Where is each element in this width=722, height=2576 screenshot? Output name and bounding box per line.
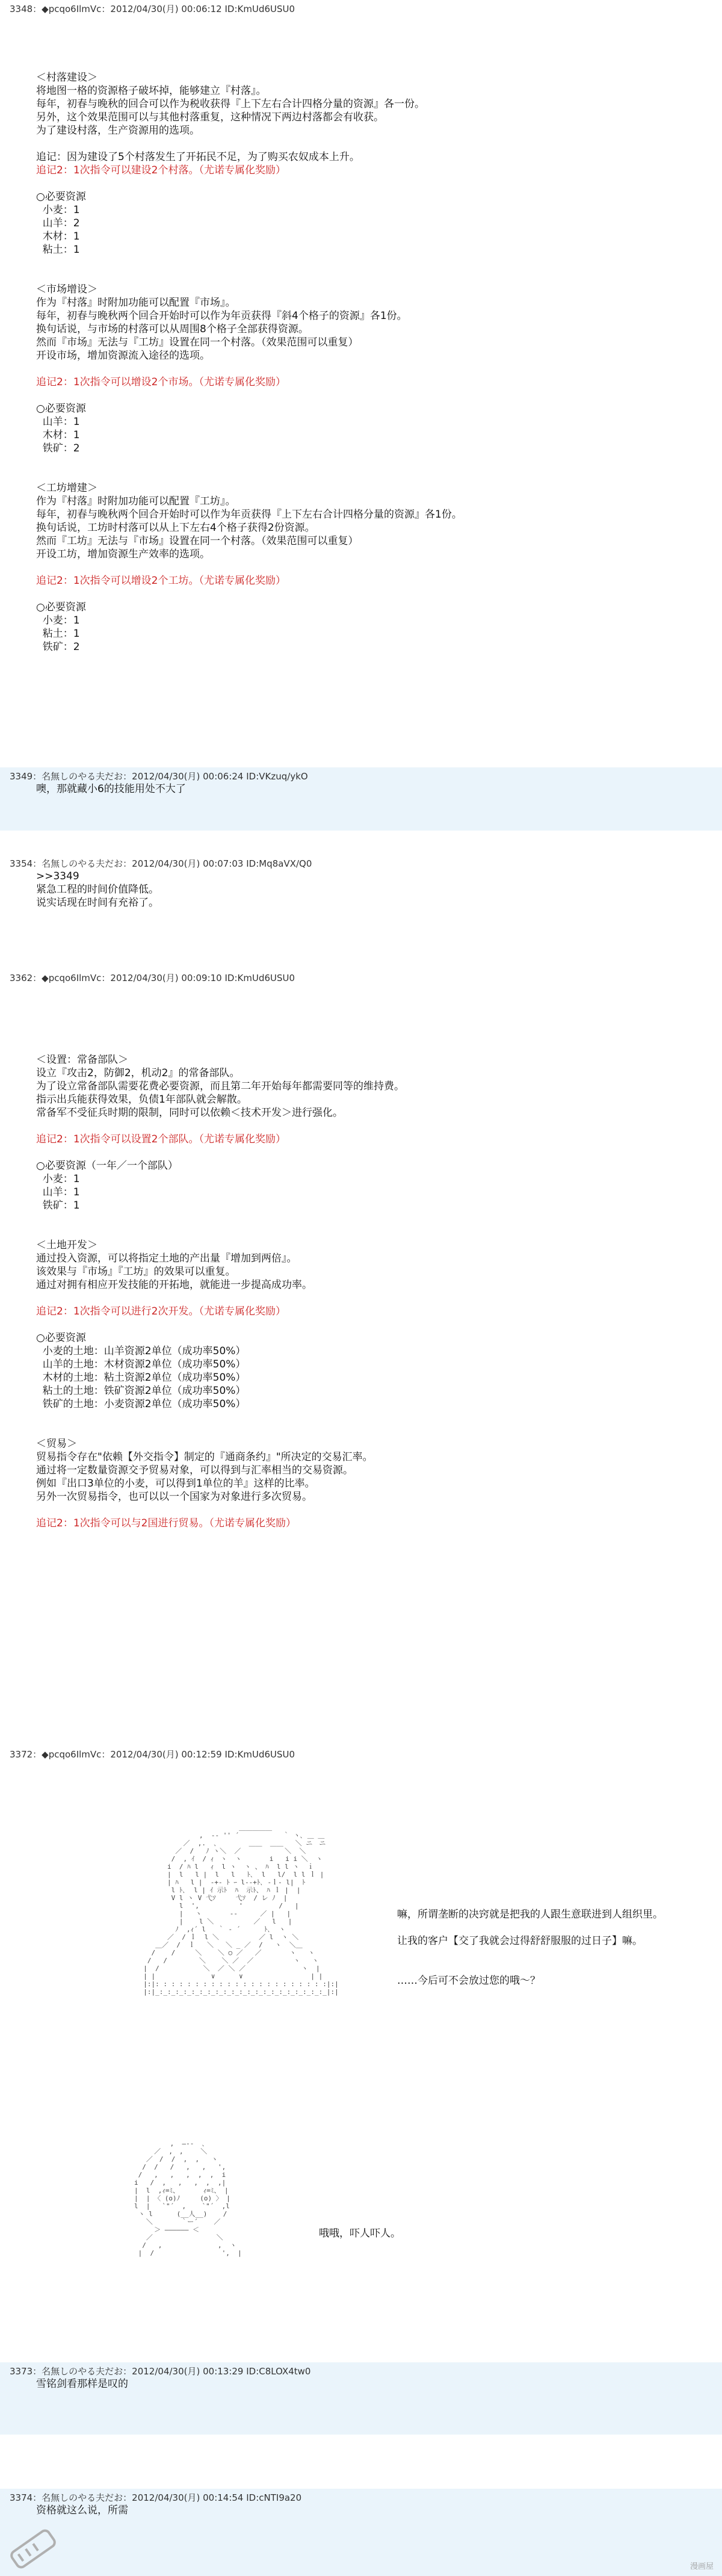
post-line: 设立『攻击2，防御2，机动2』的常备部队。: [36, 1067, 240, 1079]
post-line: [36, 1212, 710, 1225]
post-3349: [0, 767, 722, 831]
post-line: 木材：1: [36, 231, 80, 243]
post-line: 该效果与『市场』『工坊』的效果可以重复。: [36, 1266, 236, 1278]
post-line: [36, 362, 710, 376]
post-line: 雪铭剑看那样是叹的: [36, 2378, 128, 2390]
post-line: 说实话现在时间有充裕了。: [36, 897, 159, 909]
post-line: 木材：1: [36, 429, 80, 441]
post-line: 指示出兵能获得效果，负债1年部队就会解散。: [36, 1094, 247, 1106]
post-body: [36, 71, 710, 654]
post-line: [36, 137, 710, 150]
post-line: [397, 1961, 663, 1974]
post-line: 山羊：2: [36, 217, 80, 229]
post-3373: [0, 2362, 722, 2435]
post-3374: [0, 2489, 722, 2576]
post-line: 让我的客户【交了我就会过得舒舒服服的过日子】嘛。: [397, 1935, 643, 1947]
post-line: [36, 1146, 710, 1159]
site-logo-icon: [0, 2522, 66, 2576]
post-line: [36, 1503, 710, 1517]
post-line: 常备军不受征兵时期的限制，同时可以依赖＜技术开发＞进行强化。: [36, 1107, 343, 1119]
post-line: 作为『村落』时附加功能可以配置『市场』。: [36, 297, 236, 309]
post-3372: [0, 1745, 722, 2347]
post-line: 通过投入资源，可以将指定土地的产出量『增加到两倍』。: [36, 1252, 297, 1265]
post-line: ……今后可不会放过您的哦～？: [397, 1975, 540, 1987]
resource-heading: ○必要资源: [36, 191, 86, 203]
post-body: [36, 2377, 710, 2391]
post-body: [36, 870, 710, 909]
post-line: [36, 270, 710, 283]
ascii-art-character-2: , ―‐- ､ ／ , , ＼ ／ / / , , ヽ / / / , , ', / , , , , , i i / , , , , ,| | l ,ｨ=ﾐ、 ｨ=ﾐ、 | | | 〈 (o)ﾉ (o) 〉 | l | `"´ , `"´ ,l ヽ l (__人__) / ＼ ｀ー´ ／ ＞ ―――――― ＜ ／ ＼ / , , ヽ | / ', |: [134, 2140, 242, 2257]
post-line: 追记2：1次指令可以与2国进行贸易。（尤诺专属化奖励）: [36, 1517, 296, 1529]
post-line: 追记2：1次指令可以增设2个工坊。（尤诺专属化奖励）: [36, 575, 286, 587]
post-line: 嘛，所谓垄断的决窍就是把我的人跟生意联进到人组织里。: [397, 1909, 663, 1921]
post-line: 山羊：1: [36, 1186, 80, 1198]
watermark: 漫画屋: [690, 2562, 714, 2571]
post-header: 3374：名無しのやる夫だお：2012/04/30(月) 00:14:54 ID:cNTI9a20: [10, 2492, 302, 2503]
post-line: 粘土：1: [36, 244, 80, 256]
post-line: 换句话说，工坊时村落可以从上下左右4个格子获得2份资源。: [36, 522, 315, 534]
post-line: 每年，初春与晚秋两个回合开始时可以作为年贡获得『斜4个格子的资源』各1份。: [36, 310, 407, 322]
post-line: [36, 455, 710, 468]
post-line: 追记2：1次指令可以进行2次开发。（尤诺专属化奖励）: [36, 1305, 286, 1317]
post-line: 开设市场，增加资源流入途径的选项。: [36, 350, 210, 362]
post-line: 山羊的土地：木材资源2单位（成功率50%）: [36, 1358, 246, 1370]
post-line: [36, 587, 710, 601]
post-line: 贸易指令存在"依赖【外交指令】制定的『通商条约』"所决定的交易汇率。: [36, 1451, 373, 1463]
section-title: ＜村落建设＞: [36, 72, 97, 84]
post-line: 铁矿：2: [36, 641, 80, 653]
post-line: >>3349: [36, 870, 79, 882]
post-line: 小麦：1: [36, 1173, 80, 1185]
post-line: 通过将一定数量资源交予贸易对象，可以得到与汇率相当的交易资源。: [36, 1464, 353, 1476]
post-line: 将地图一格的资源格子破坏掉，能够建立『村落』。: [36, 85, 267, 97]
post-line: 作为『村落』时附加功能可以配置『工坊』。: [36, 495, 236, 507]
post-line: 每年，初春与晚秋的回合可以作为税收获得『上下左右合计四格分量的资源』各一份。: [36, 98, 425, 110]
post-line: 资格就这么说，所需: [36, 2504, 128, 2516]
resource-heading: ○必要资源: [36, 403, 86, 415]
dialogue-2: [319, 2227, 401, 2240]
post-header: 3372：◆pcqo6IlmVc：2012/04/30(月) 00:12:59 ID:KmUd6USU0: [10, 1749, 295, 1760]
section-title: ＜土地开发＞: [36, 1239, 97, 1251]
post-header: 3362：◆pcqo6IlmVc：2012/04/30(月) 00:09:10 ID:KmUd6USU0: [10, 973, 295, 983]
post-line: 通过对拥有相应开发技能的开拓地，就能进一步提高成功率。: [36, 1279, 312, 1291]
post-line: [36, 1424, 710, 1437]
post-line: [36, 1292, 710, 1305]
post-body: [36, 782, 710, 796]
post-line: [397, 1921, 663, 1934]
section-title: ＜工坊增建＞: [36, 482, 97, 494]
post-body: [36, 2504, 710, 2517]
post-line: 木材的土地：粘土资源2单位（成功率50%）: [36, 1372, 246, 1384]
post-line: [397, 1948, 663, 1961]
post-line: [36, 389, 710, 402]
post-line: 追记2：1次指令可以设置2个部队。（尤诺专属化奖励）: [36, 1133, 286, 1145]
post-line: 另外，这个效果范围可以与其他村落重复，这种情况下两边村落都会有收获。: [36, 111, 384, 123]
post-3354: [0, 855, 722, 957]
post-header: 3354：名無しのやる夫だお：2012/04/30(月) 00:07:03 ID:Mq8aVX/Q0: [10, 858, 312, 869]
post-line: 铁矿的土地：小麦资源2单位（成功率50%）: [36, 1398, 246, 1410]
post-line: 铁矿：2: [36, 442, 80, 454]
post-header: 3373：名無しのやる夫だお：2012/04/30(月) 00:13:29 ID:C8LOX4tw0: [10, 2366, 311, 2377]
post-3348: [0, 0, 722, 752]
resource-heading: ○必要资源: [36, 601, 86, 613]
resource-heading: ○必要资源: [36, 1332, 86, 1344]
post-line: 每年，初春与晚秋两个回合开始时可以作为年贡获得『上下左右合计四格分量的资源』各1份。: [36, 509, 462, 521]
post-line: 小麦：1: [36, 204, 80, 216]
post-line: 铁矿：1: [36, 1200, 80, 1212]
post-line: 哦哦，吓人吓人。: [319, 2228, 401, 2240]
post-body: [36, 1053, 710, 1530]
post-line: [36, 1318, 710, 1331]
post-line: 然而『市场』无法与『工坊』设置在同一个村落。（效果范围可以重复）: [36, 336, 359, 348]
ascii-art-character-1: ＿＿＿＿＿ , -‐ '' ´ ｀ ヽ､ ＿ ＿ ／ ,. ､ ＿＿ ＿＿ ＼ ニ ニ ／ / ﾉ ヽ＼ ／ ＼ ＼ / , ｲ / ｨ ヽ ヽ i i i ＼ ヽ i / ﾊ l ｨ l ヽ ヽ 、 ﾊ l l ヽ ｉ | l l | l l ﾄ､ l l/ l l ｌ | | ﾊ l | ‐+‐ ﾄ ｰ l-‐+ﾄ､ ‐ｌ‐ l| ﾄ l ﾄ､ l | ｲ 示ﾄ ﾊ 示ﾄ、 ﾊ ｌ | | V l ヽ V 弋ｿ 弋ｿ / レ ﾉ | l ', ' / | | ヽ ‐‐ ／ | | | l ＼ ／ l | ﾉ ,ｨ´ l ｀ ‐ ´ ﾄ､ ヽ ／ / ｌ l ＼ ／ l ヽ ＼ ＿／ / ｌ ＼ ＼ _ ／ / ヽ ＼＿ / / ＼ ＼ ○ ／ ／ ヽ ヽ / / ＼ ＼ ／ ／ ヽ ヽ | / ＼ ／ ＼ ／ ヽ | | | ∨ ∨ | | |:|: : : : : : : : : : : : : : : : : : : : : :|:| |:|_:_:_:_:_:_:_:_:_:_:_:_:_:_:_:_:_:_:_:_:_:_|:|: [143, 1824, 339, 1996]
post-line: [36, 468, 710, 481]
post-line: 追记2：1次指令可以增设2个市场。（尤诺专属化奖励）: [36, 376, 286, 388]
post-line: 然而『工坊』无法与『市场』设置在同一个村落。（效果范围可以重复）: [36, 535, 359, 547]
post-header: 3349：名無しのやる夫だお：2012/04/30(月) 00:06:24 ID:VKzuq/ykO: [10, 771, 308, 782]
post-line: 山羊：1: [36, 416, 80, 428]
post-line: 粘土的土地：铁矿资源2单位（成功率50%）: [36, 1385, 246, 1397]
post-line: 追记2：1次指令可以建设2个村落。（尤诺专属化奖励）: [36, 164, 286, 176]
post-line: 换句话说，与市场的村落可以从周围8个格子全部获得资源。: [36, 323, 309, 335]
post-line: 噢，那就藏小6的技能用处不大了: [36, 783, 186, 795]
section-title: ＜贸易＞: [36, 1438, 77, 1450]
post-line: 为了建设村落，生产资源用的选项。: [36, 125, 200, 137]
post-line: [36, 1119, 710, 1133]
post-line: 例如『出口3单位的小麦，可以得到1单位的羊』这样的比率。: [36, 1478, 315, 1490]
post-3362: [0, 969, 722, 1571]
post-line: 开设工坊，增加资源生产效率的选项。: [36, 548, 210, 560]
post-line: [36, 561, 710, 574]
post-line: [36, 1225, 710, 1239]
post-line: 紧急工程的时间价值降低。: [36, 884, 159, 896]
post-line: 粘土：1: [36, 628, 80, 640]
post-header: 3348：◆pcqo6IlmVc：2012/04/30(月) 00:06:12 ID:KmUd6USU0: [10, 4, 295, 14]
post-line: 小麦：1: [36, 615, 80, 627]
post-line: 追记：因为建设了5个村落发生了开拓民不足，为了购买农奴成本上升。: [36, 151, 360, 163]
post-line: 为了设立常备部队需要花费必要资源，而且第二年开始每年都需要同等的维持费。: [36, 1080, 404, 1092]
post-line: [36, 256, 710, 270]
section-title: ＜设置：常备部队＞: [36, 1054, 128, 1066]
post-line: [36, 177, 710, 190]
post-line: 另外一次贸易指令，也可以以一个国家为对象进行多次贸易。: [36, 1491, 312, 1503]
post-line: 小麦的土地：山羊资源2单位（成功率50%）: [36, 1345, 246, 1357]
section-title: ＜市场增设＞: [36, 283, 97, 296]
dialogue-1: [397, 1908, 663, 1987]
post-line: [36, 1411, 710, 1424]
resource-heading: ○必要资源（一年／一个部队）: [36, 1160, 178, 1172]
